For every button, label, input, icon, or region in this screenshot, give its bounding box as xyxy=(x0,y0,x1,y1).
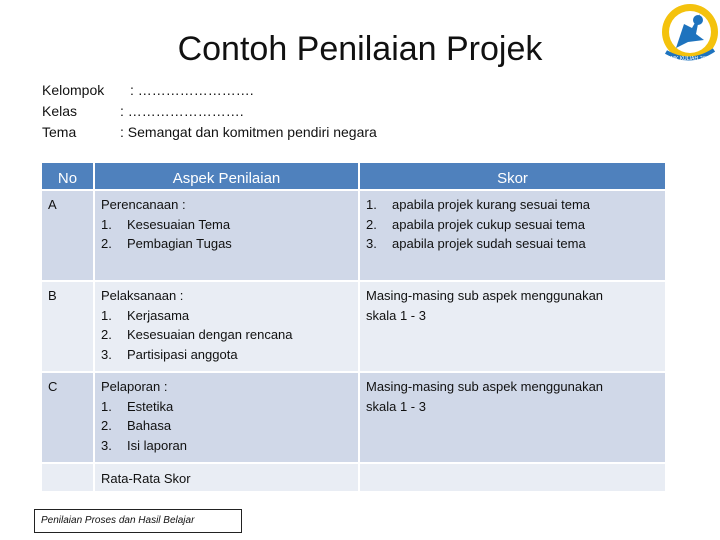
row-a-skor xyxy=(360,191,665,280)
row-b-skor xyxy=(360,282,665,371)
skor-item: 2. apabila projek cukup sesuai tema xyxy=(366,216,585,232)
row-b-aspek xyxy=(95,282,358,371)
skor-text: Masing-masing sub aspek menggunakan xyxy=(366,288,604,303)
info-label: Tema xyxy=(42,124,77,140)
tut-wuri-handayani-logo xyxy=(654,0,720,66)
aspek-item: 1. Kesesuaian Tema xyxy=(101,216,231,232)
row-a-no: A xyxy=(42,191,93,280)
row-c-no: C xyxy=(42,373,93,462)
skor-item: 3. apabila projek sudah sesuai tema xyxy=(366,236,586,251)
skor-text: Masing-masing sub aspek menggunakan xyxy=(366,379,604,394)
skor-text: skala 1 - 3 xyxy=(366,307,426,323)
skor-text: skala 1 - 3 xyxy=(366,398,426,414)
row-a-aspek xyxy=(95,191,358,280)
header-no: No xyxy=(42,163,93,189)
row-c-aspek xyxy=(95,373,358,462)
row-c-skor xyxy=(360,373,665,462)
summary-no-cell xyxy=(42,464,93,491)
summary-label: Rata-Rata Skor xyxy=(95,464,358,491)
header-skor: Skor xyxy=(360,163,665,189)
info-label: Kelas xyxy=(42,103,78,119)
skor-item: 1. apabila projek kurang sesuai tema xyxy=(366,197,591,212)
aspek-item: 1. Kerjasama xyxy=(101,307,190,323)
aspek-item: 3. Isi laporan xyxy=(101,437,187,453)
aspek-item: 2. Pembagian Tugas xyxy=(101,236,232,251)
info-value: : ……………………. xyxy=(120,103,244,119)
page-title: Contoh Penilaian Projek xyxy=(177,30,543,68)
aspek-title: Perencanaan : xyxy=(101,197,186,212)
aspek-item: 3. Partisipasi anggota xyxy=(101,346,238,362)
footer-note: Penilaian Proses dan Hasil Belajar xyxy=(34,509,242,533)
info-value: : ……………………. xyxy=(130,82,254,98)
summary-score-cell xyxy=(360,464,665,491)
aspek-title: Pelaporan : xyxy=(101,379,168,394)
info-value: : Semangat dan komitmen pendiri negara xyxy=(120,124,377,140)
aspek-item: 2. Bahasa xyxy=(101,418,172,433)
aspek-title: Pelaksanaan : xyxy=(101,288,184,303)
logo-text: SMK KULIAH 2023 xyxy=(667,56,713,62)
aspek-item: 2. Kesesuaian dengan rencana xyxy=(101,327,293,342)
header-aspek: Aspek Penilaian xyxy=(95,163,358,189)
row-b-no: B xyxy=(42,282,93,371)
info-label: Kelompok xyxy=(42,82,105,98)
aspek-item: 1. Estetika xyxy=(101,398,174,414)
